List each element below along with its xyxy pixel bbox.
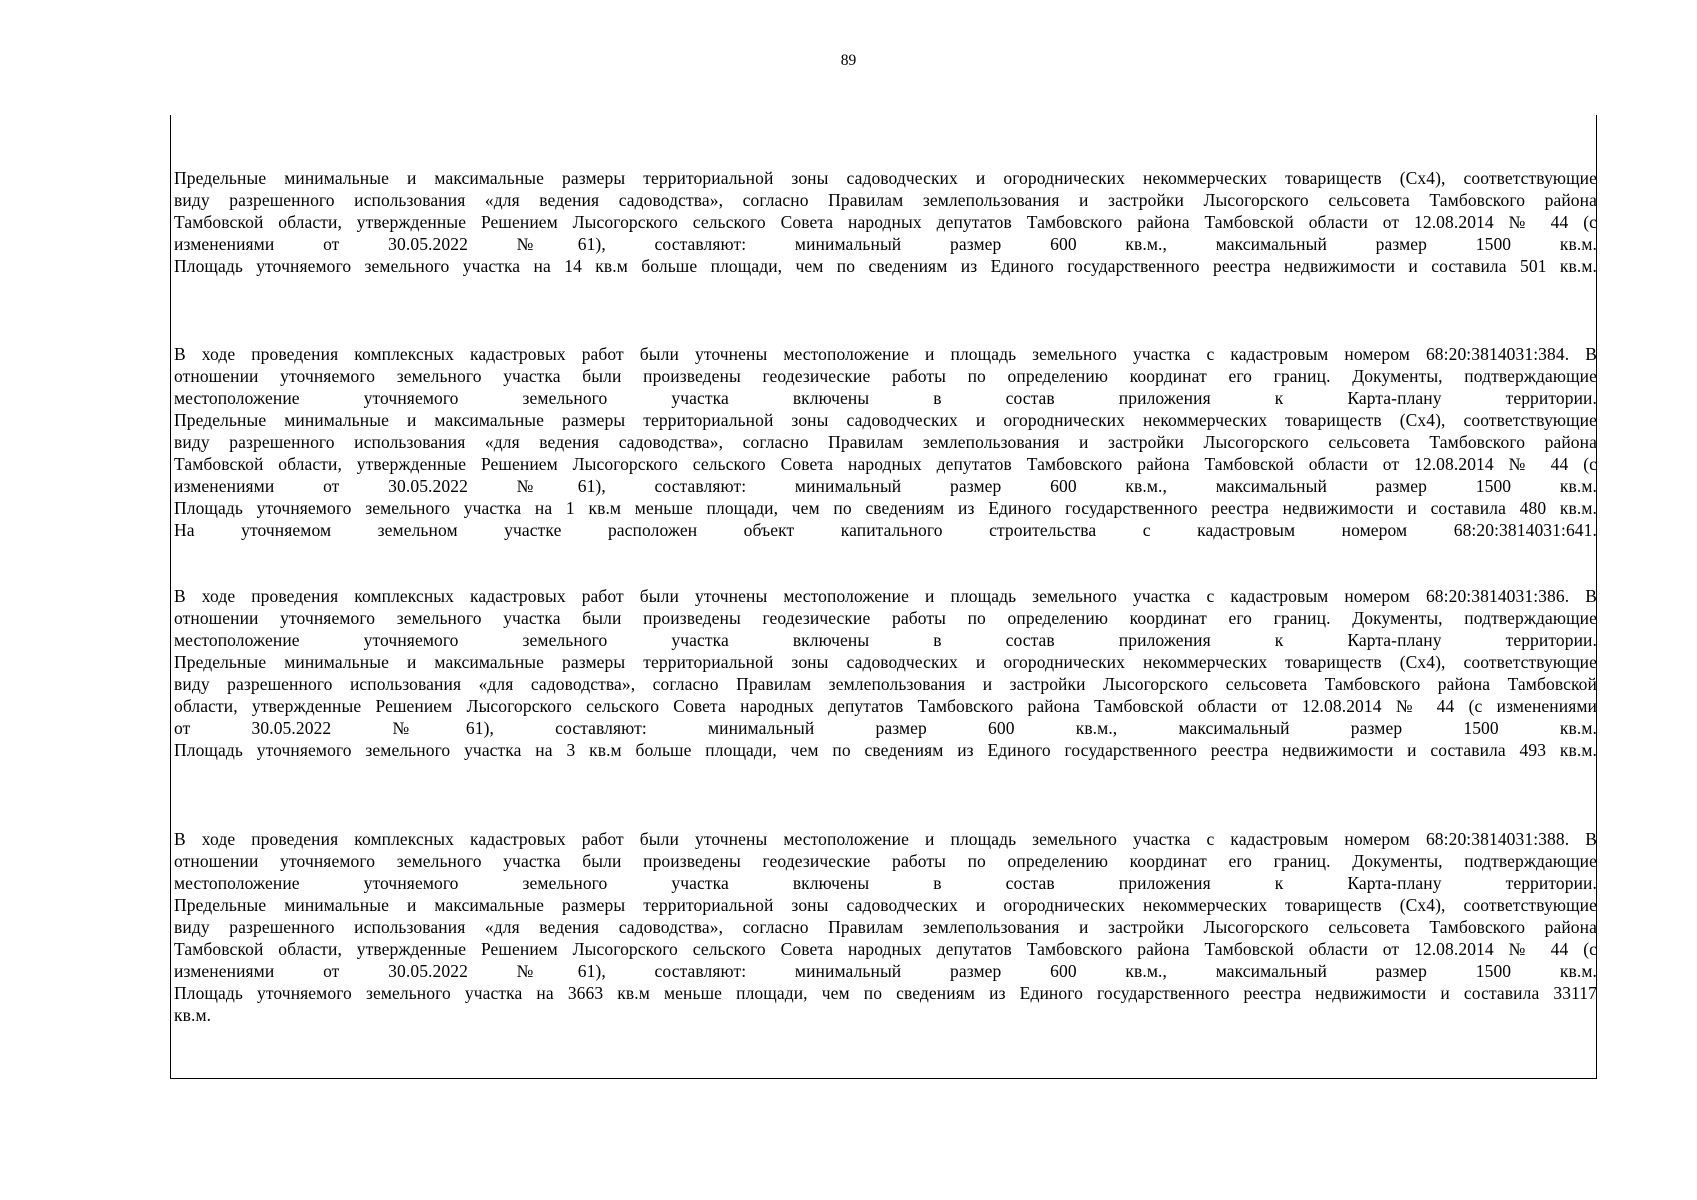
text-line: Предельные минимальные и максимальные размеры территориальной зоны садоводческих и огороднических некоммерческих товариществ (Сх4), соответствующие	[174, 895, 1597, 915]
text-line: области, утвержденные Решением Лысогорского сельского Совета народных депутатов Тамбовского района Тамбовской области от 12.08.2014 № 44 (с изменениями	[174, 696, 1597, 716]
text-line: изменениями от 30.05.2022 №61), составляют: минимальный размер 600 кв.м., максимальный размер 1500 кв.м.	[174, 234, 1597, 254]
text-line: Тамбовской области, утвержденные Решением Лысогорского сельского Совета народных депутатов Тамбовского района Тамбовской области от 12.08.2014 № 44 (с	[174, 939, 1597, 959]
text-line: виду разрешенного использования «для ведения садоводства», согласно Правилам землепользования и застройки Лысогорского сельсовета Тамбовского района	[174, 190, 1597, 210]
text-line: Тамбовской области, утвержденные Решением Лысогорского сельского Совета народных депутатов Тамбовского района Тамбовской области от 12.08.2014 № 44 (с	[174, 454, 1597, 474]
text-line: Предельные минимальные и максимальные размеры территориальной зоны садоводческих и огороднических некоммерческих товариществ (Сх4), соответствующие	[174, 652, 1597, 672]
text-line: изменениями от 30.05.2022 №61), составляют: минимальный размер 600 кв.м., максимальный размер 1500 кв.м.	[174, 476, 1597, 496]
paragraph-4	[174, 828, 1597, 1026]
text-line: Предельные минимальные и максимальные размеры территориальной зоны садоводческих и огороднических некоммерческих товариществ (Сх4), соответствующие	[174, 410, 1597, 430]
text-line: Предельные минимальные и максимальные размеры территориальной зоны садоводческих и огороднических некоммерческих товариществ (Сх4), соответствующие	[174, 168, 1597, 188]
text-line: В ходе проведения комплексных кадастровых работ были уточнены местоположение и площадь земельного участка с кадастровым номером 68:20:3814031:386. В	[174, 586, 1597, 606]
text-line: местоположение уточняемого земельного участка включены в состав приложения к Карта-плану территории.	[174, 630, 1597, 650]
paragraph-1	[174, 167, 1597, 277]
paragraph-2	[174, 343, 1597, 541]
text-line: отношении уточняемого земельного участка были произведены геодезические работы по определению координат его границ. Документы, подтверждающие	[174, 851, 1597, 871]
text-line: отношении уточняемого земельного участка были произведены геодезические работы по определению координат его границ. Документы, подтверждающие	[174, 366, 1597, 386]
text-line: местоположение уточняемого земельного участка включены в состав приложения к Карта-плану территории.	[174, 388, 1597, 408]
text-line: Площадь уточняемого земельного участка на 3 кв.м больше площади, чем по сведениям из Единого государственного реестра недвижимости и составила 493 кв.м.	[174, 740, 1597, 760]
text-line: местоположение уточняемого земельного участка включены в состав приложения к Карта-плану территории.	[174, 873, 1597, 893]
text-line: виду разрешенного использования «для ведения садоводства», согласно Правилам землепользования и застройки Лысогорского сельсовета Тамбовского района	[174, 432, 1597, 452]
paragraph-3	[174, 585, 1597, 761]
text-line: Площадь уточняемого земельного участка на 3663 кв.м меньше площади, чем по сведениям из Единого государственного реестра недвижимости и составила 33117	[174, 983, 1597, 1003]
text-line: виду разрешенного использования «для садоводства», согласно Правилам землепользования и застройки Лысогорского сельсовета Тамбовского района Тамбовской	[174, 674, 1597, 694]
page-number: 89	[840, 52, 857, 69]
text-line: На уточняемом земельном участке расположен объект капитального строительства с кадастровым номером 68:20:3814031:641.	[174, 520, 1597, 540]
document-frame	[170, 115, 1597, 1079]
text-line: Площадь уточняемого земельного участка на 1 кв.м меньше площади, чем по сведениям из Единого государственного реестра недвижимости и составила 480 кв.м.	[174, 498, 1597, 518]
text-line: изменениями от 30.05.2022 №61), составляют: минимальный размер 600 кв.м., максимальный размер 1500 кв.м.	[174, 961, 1597, 981]
text-line: кв.м.	[174, 1005, 212, 1025]
text-line: отношении уточняемого земельного участка были произведены геодезические работы по определению координат его границ. Документы, подтверждающие	[174, 608, 1597, 628]
text-line: Тамбовской области, утвержденные Решением Лысогорского сельского Совета народных депутатов Тамбовского района Тамбовской области от 12.08.2014 № 44 (с	[174, 212, 1597, 232]
text-line: В ходе проведения комплексных кадастровых работ были уточнены местоположение и площадь земельного участка с кадастровым номером 68:20:3814031:388. В	[174, 829, 1597, 849]
text-line: от 30.05.2022 №61), составляют: минимальный размер 600 кв.м., максимальный размер 1500 кв.м.	[174, 718, 1597, 738]
text-line: виду разрешенного использования «для ведения садоводства», согласно Правилам землепользования и застройки Лысогорского сельсовета Тамбовского района	[174, 917, 1597, 937]
text-line: В ходе проведения комплексных кадастровых работ были уточнены местоположение и площадь земельного участка с кадастровым номером 68:20:3814031:384. В	[174, 344, 1597, 364]
text-line: Площадь уточняемого земельного участка на 14 кв.м больше площади, чем по сведениям из Единого государственного реестра недвижимости и составила 501 кв.м.	[174, 256, 1597, 276]
